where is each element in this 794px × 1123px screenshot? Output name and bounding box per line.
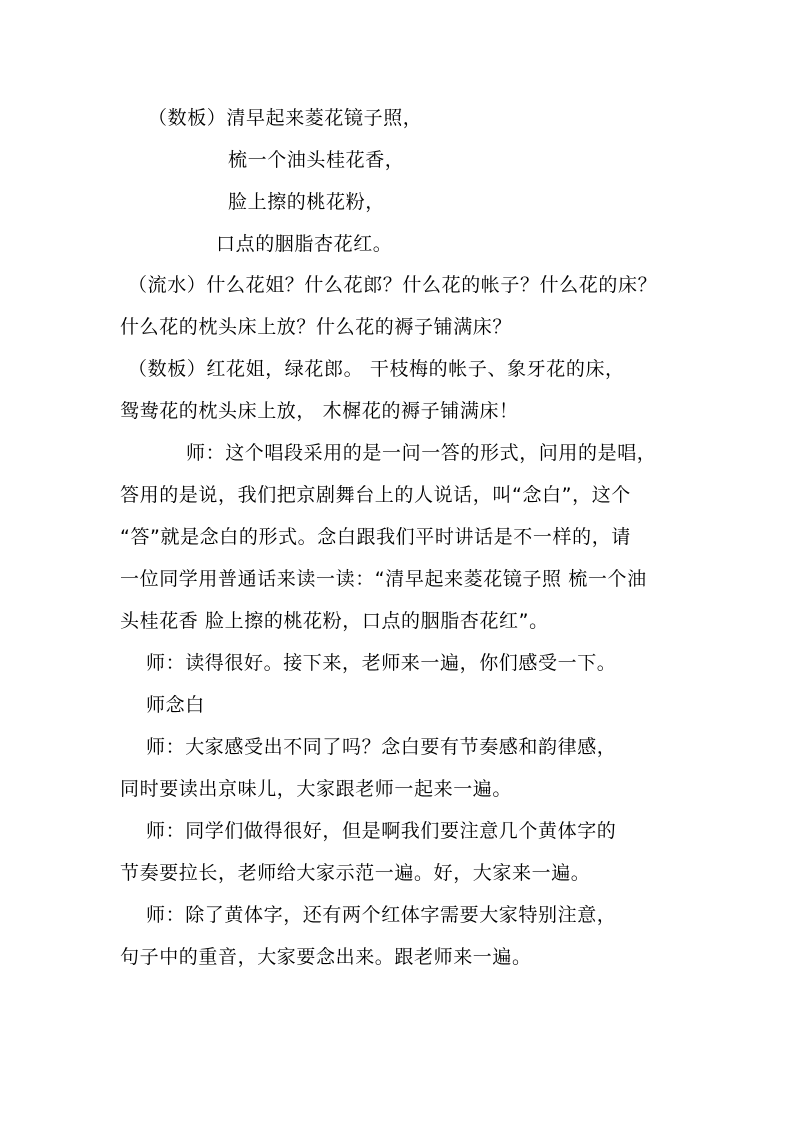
teacher-line-3-cont: 节奏要拉长，老师给大家示范一遍。好，大家来一遍。: [120, 862, 591, 884]
paragraph-line-1: 师：这个唱段采用的是一问一答的形式，问用的是唱，: [186, 442, 657, 464]
paragraph-line-3: “答”就是念白的形式。念白跟我们平时讲话是不一样的，请: [120, 526, 631, 548]
teacher-line-4: 师：除了黄体字，还有两个红体字需要大家特别注意，: [146, 904, 617, 926]
teacher-recite-line: 师念白: [146, 694, 205, 716]
paragraph-line-4: 一位同学用普通话来读一读：“清早起来菱花镜子照 梳一个油: [120, 568, 647, 590]
verse-line-6: 什么花的枕头床上放？什么花的褥子铺满床？: [120, 316, 513, 338]
teacher-line-1: 师：读得很好。接下来，老师来一遍，你们感受一下。: [146, 652, 617, 674]
verse-line-1: （数板）清早起来菱花镜子照，: [148, 107, 423, 129]
verse-line-8: 鸳鸯花的枕头床上放， 木樨花的褥子铺满床！: [120, 400, 519, 422]
paragraph-line-2: 答用的是说，我们把京剧舞台上的人说话，叫“念白”，这个: [120, 484, 631, 506]
verse-line-7: （数板）红花姐，绿花郎。 干枝梅的帐子、象牙花的床，: [128, 358, 625, 380]
verse-line-5: （流水）什么花姐？什么花郎？什么花的帐子？什么花的床？: [128, 274, 658, 296]
verse-line-3: 脸上擦的桃花粉，: [228, 191, 385, 213]
teacher-line-2: 师：大家感受出不同了吗？念白要有节奏感和韵律感，: [146, 736, 617, 758]
verse-line-4: 口点的胭脂杏花红。: [216, 233, 393, 255]
teacher-line-2-cont: 同时要读出京味儿，大家跟老师一起来一遍。: [120, 778, 513, 800]
teacher-line-4-cont: 句子中的重音，大家要念出来。跟老师来一遍。: [120, 946, 532, 968]
verse-line-2: 梳一个油头桂花香，: [228, 149, 405, 171]
paragraph-line-5: 头桂花香 脸上擦的桃花粉，口点的胭脂杏花红”。: [120, 610, 549, 632]
teacher-line-3: 师：同学们做得很好，但是啊我们要注意几个黄体字的: [146, 820, 617, 842]
